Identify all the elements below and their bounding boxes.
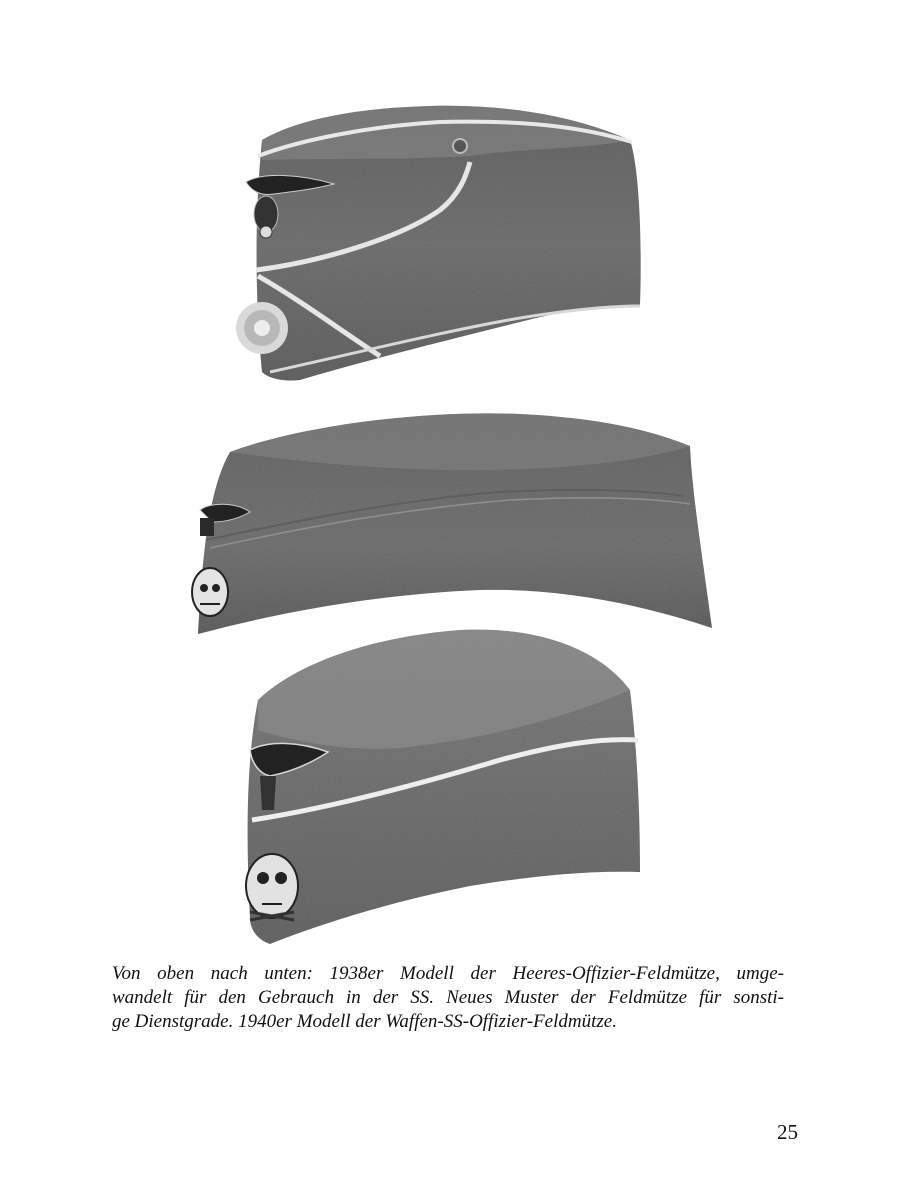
caption-line: ge Dienstgrade. 1940er Modell der Waffen-SS-Offizier-Feldmütze. [112, 1011, 617, 1032]
figure-caption [112, 962, 784, 1034]
field-cap-waffen-ss-officer-1940 [246, 630, 640, 944]
caption-line: Von oben nach unten: 1938er Modell der Heeres-Offizier-Feldmütze, umge- [112, 963, 784, 984]
field-cap-army-officer-1938 [236, 106, 641, 381]
caption-line: wandelt für den Gebrauch in der SS. Neues Muster der Feldmütze für sonsti- [112, 987, 784, 1008]
skull-insignia-icon [246, 854, 298, 920]
page-number: 25 [777, 1120, 798, 1144]
skull-insignia-icon [192, 568, 228, 616]
field-cap-other-ranks [192, 413, 712, 634]
cockade-icon [236, 302, 288, 354]
